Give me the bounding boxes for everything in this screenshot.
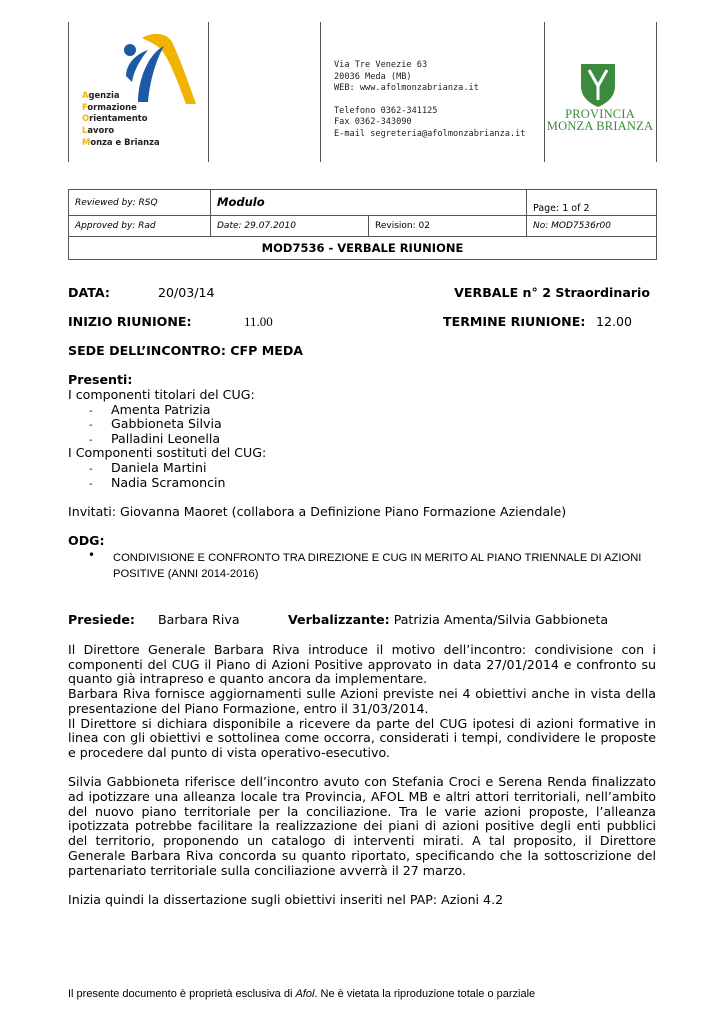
- footer-text: . Ne è vietata la riproduzione totale o parziale: [314, 988, 536, 1000]
- reviewed-by: Reviewed by: RSQ: [69, 190, 211, 216]
- paragraph: Barbara Riva fornisce aggiornamenti sulle Azioni previste nei 4 obiettivi anche in vista della presentazione del Piano Formazione, entro il 31/03/2014.: [68, 686, 656, 716]
- header-divider: [68, 22, 69, 162]
- address-web: WEB: www.afolmonzabrianza.it: [334, 83, 479, 93]
- address-fax: Fax 0362-343090: [334, 117, 412, 127]
- termine-value: 12.00: [596, 314, 633, 329]
- header-divider: [208, 22, 209, 162]
- address-street: Via Tre Venezie 63: [334, 60, 428, 70]
- invitati: Invitati: Giovanna Maoret (collabora a Definizione Piano Formazione Aziendale): [68, 504, 567, 519]
- member-name: Daniela Martini: [111, 460, 207, 475]
- verbalizzante: [288, 613, 608, 628]
- paragraph: Il Direttore si dichiara disponibile a ricevere da parte del CUG ipotesi di azioni formative in linea con gli obiettivi e sottolinea come occorra, considerati i tempi, condividere le proposte e procedere dal punto di vista operativo-esecutivo.: [68, 715, 656, 760]
- body-paragraphs: [68, 643, 656, 908]
- paragraph: Inizia quindi la dissertazione sugli obiettivi inseriti nel PAP: Azioni 4.2: [68, 891, 504, 907]
- verbalizzante-value: Patrizia Amenta/Silvia Gabbioneta: [389, 612, 609, 627]
- header-divider: [320, 22, 321, 162]
- footer-afol: Afol: [295, 988, 315, 1000]
- footer-notice: [68, 988, 535, 1000]
- afol-name-line: Orientamento: [82, 113, 148, 124]
- presiede-value: Barbara Riva: [158, 612, 240, 627]
- table-row: [69, 237, 657, 260]
- provincia-line1: PROVINCIA: [565, 107, 635, 121]
- member-name: Nadia Scramoncin: [111, 475, 226, 490]
- presenti-heading: Presenti:: [68, 372, 133, 387]
- titolari-label: I componenti titolari del CUG:: [68, 387, 255, 402]
- member-name: Amenta Patrizia: [111, 402, 211, 417]
- list-dash: -: [89, 420, 93, 431]
- address-phone: Telefono 0362-341125: [334, 105, 438, 116]
- afol-name: [82, 90, 160, 149]
- sede-incontro: SEDE DELL’INCONTRO: CFP MEDA: [68, 343, 304, 358]
- member-name: Palladini Leonella: [111, 431, 221, 446]
- footer-text: Il presente documento è proprietà esclusiva di: [68, 988, 296, 1000]
- address-block: [334, 60, 525, 140]
- bullet-icon: •: [88, 548, 96, 562]
- paragraph: Il Direttore Generale Barbara Riva introduce il motivo dell’incontro: condivisione con i componenti del CUG il Piano di Azioni Positive approvato in data 27/01/2014 e confronto su quanto già intrapreso e quanto ancora da implementare.: [68, 642, 656, 687]
- list-item: [68, 476, 226, 493]
- afol-name-line: Monza e Brianza: [82, 136, 160, 147]
- header-divider: [544, 22, 545, 162]
- list-dash: -: [89, 406, 93, 417]
- provincia-line2: MONZA BRIANZA: [546, 119, 654, 133]
- afol-name-line: Formazione: [82, 101, 137, 112]
- sostituti-label: I Componenti sostituti del CUG:: [68, 445, 267, 460]
- paragraph: Silvia Gabbioneta riferisce dell’incontro avuto con Stefania Croci e Serena Renda finalizzato ad ipotizzare una alleanza locale tra Provincia, AFOL MB e altri attori territoriali, nell’ambito del nuovo piano territoriale per la conciliazione. Tra le varie azioni proposte, l’alleanza ipotizzata potrebbe facilitare la realizzazione dei piani di azioni positive degli enti pubblici del territorio, proponendo un catalogo di interventi mirati. A tal proposito, il Direttore Generale Barbara Riva concorda su quanto riportato, specificando che la sottoscrizione del partenariato territoriale sulla conciliazione avverrà il 27 marzo.: [68, 774, 656, 878]
- odg-item: CONDIVISIONE E CONFRONTO TRA DIREZIONE E CUG IN MERITO AL PIANO TRIENNALE DI AZIONI POSITIVE (ANNI 2014-2016): [113, 552, 642, 580]
- header-divider: [656, 22, 657, 162]
- address-city: 20036 Meda (MB): [334, 71, 412, 82]
- afol-name-line: Lavoro: [82, 125, 115, 136]
- provincia-name: [546, 108, 654, 132]
- provincia-shield-icon: [579, 60, 617, 108]
- address-email: E-mail segreteria@afolmonzabrianza.it: [334, 128, 526, 139]
- doc-number: No: MOD7536r00: [527, 216, 657, 237]
- table-row: [69, 190, 657, 216]
- doc-date: Date: 29.07.2010: [211, 216, 369, 237]
- afol-name-line: Agenzia: [82, 90, 120, 100]
- page-count: Page: 1 of 2: [527, 190, 657, 216]
- document-title: MOD7536 - VERBALE RIUNIONE: [69, 237, 657, 260]
- list-dash: -: [89, 435, 93, 446]
- modulo-label: Modulo: [211, 190, 527, 216]
- data-value: 20/03/14: [158, 285, 215, 300]
- approved-by: Approved by: Rad: [69, 216, 211, 237]
- inizio-value: 11.00: [244, 314, 273, 329]
- member-name: Gabbioneta Silvia: [111, 416, 222, 431]
- presiede-label: Presiede:: [68, 612, 135, 627]
- termine-label: TERMINE RIUNIONE:: [443, 314, 586, 329]
- list-dash: -: [89, 479, 93, 490]
- odg-heading: ODG:: [68, 533, 105, 548]
- data-label: DATA:: [68, 285, 110, 300]
- verbalizzante-label: Verbalizzante:: [288, 612, 390, 627]
- table-row: [69, 216, 657, 237]
- verbale-number: VERBALE n° 2 Straordinario: [454, 285, 650, 300]
- document-info-table: [68, 189, 657, 260]
- list-dash: -: [89, 464, 93, 475]
- doc-revision: Revision: 02: [369, 216, 527, 237]
- inizio-label: INIZIO RIUNIONE:: [68, 314, 192, 329]
